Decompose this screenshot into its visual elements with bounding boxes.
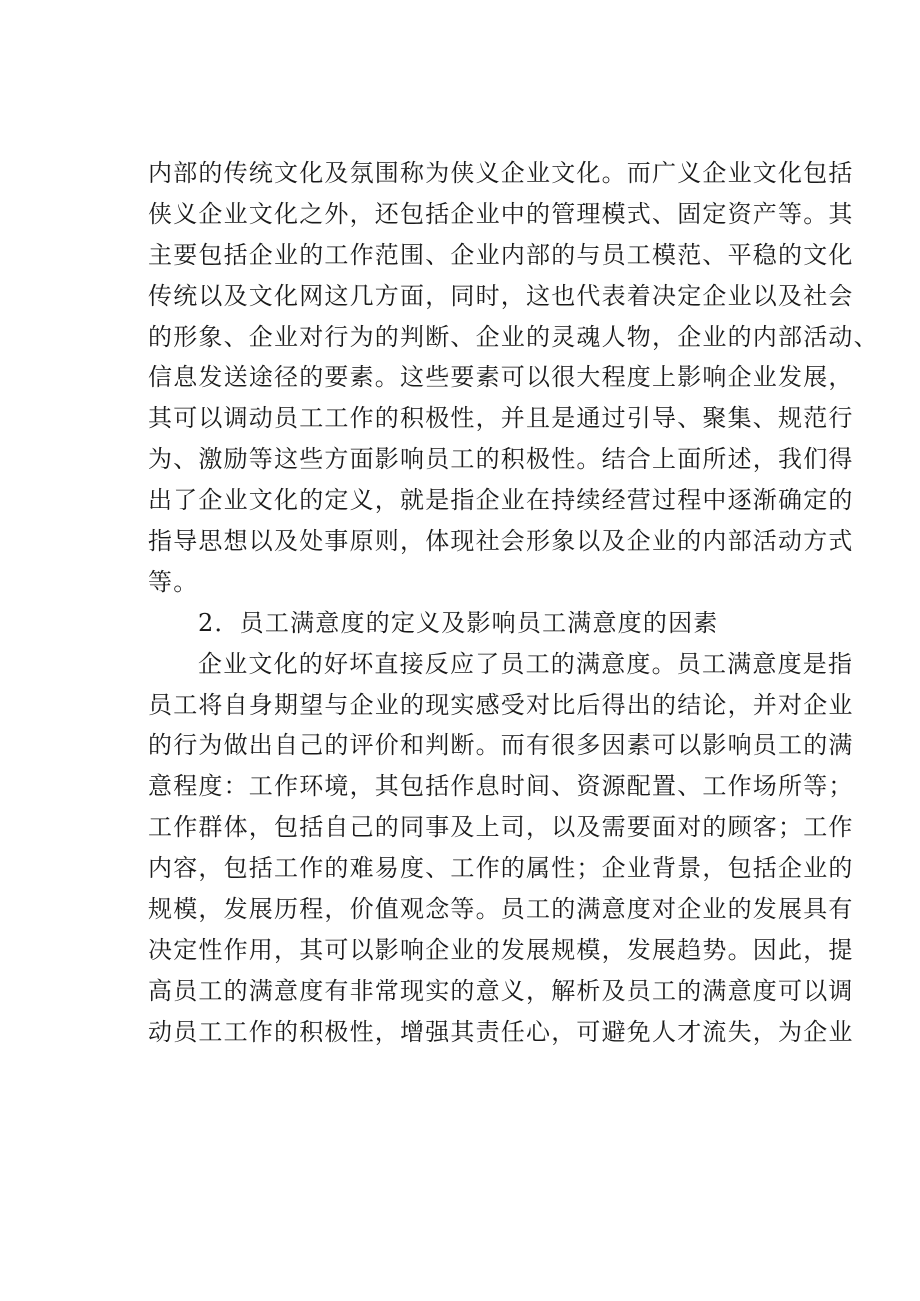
text-line: 指导思想以及处事原则，体现社会形象以及企业的内部活动方式 [148, 527, 854, 556]
text-line: 侠义企业文化之外，还包括企业中的管理模式、固定资产等。其 [148, 199, 854, 228]
text-line: 员工将自身期望与企业的现实感受对比后得出的结论，并对企业 [148, 690, 854, 719]
text-line: 其可以调动员工工作的积极性，并且是通过引导、聚集、规范行 [148, 404, 854, 433]
text-line: 出了企业文化的定义，就是指企业在持续经营过程中逐渐确定的 [148, 486, 854, 515]
text-line: 为、激励等这些方面影响员工的积极性。结合上面所述，我们得 [148, 445, 854, 474]
text-line: 的形象、企业对行为的判断、企业的灵魂人物，企业的内部活动、 [148, 322, 879, 351]
document-body [148, 153, 879, 1053]
text-line: 等。 [148, 567, 199, 596]
text-line: 的行为做出自己的评价和判断。而有很多因素可以影响员工的满 [148, 731, 854, 760]
text-line: 高员工的满意度有非常现实的意义，解析及员工的满意度可以调 [148, 976, 854, 1005]
paragraph-satisfaction [148, 644, 854, 1053]
text-line: 规模，发展历程，价值观念等。员工的满意度对企业的发展具有 [148, 895, 854, 924]
text-line: 企业文化的好坏直接反应了员工的满意度。员工满意度是指 [198, 649, 854, 678]
text-line: 内部的传统文化及氛围称为侠义企业文化。而广义企业文化包括 [148, 159, 854, 187]
text-line: 动员工工作的积极性，增强其责任心，可避免人才流失，为企业 [148, 1017, 854, 1046]
text-line: 主要包括企业的工作范围、企业内部的与员工模范、平稳的文化 [148, 240, 854, 269]
heading-text: 2．员工满意度的定义及影响员工满意度的因素 [198, 608, 719, 637]
section-heading [148, 603, 808, 644]
text-line: 信息发送途径的要素。这些要素可以很大程度上影响企业发展， [148, 363, 854, 392]
paragraph-corporate-culture [148, 153, 879, 603]
text-line: 传统以及文化网这几方面，同时，这也代表着决定企业以及社会 [148, 281, 854, 310]
text-line: 决定性作用，其可以影响企业的发展规模，发展趋势。因此，提 [148, 935, 854, 964]
text-line: 工作群体，包括自己的同事及上司，以及需要面对的顾客；工作 [148, 813, 854, 842]
text-line: 意程度：工作环境，其包括作息时间、资源配置、工作场所等； [148, 772, 854, 801]
text-line: 内容，包括工作的难易度、工作的属性；企业背景，包括企业的 [148, 854, 854, 883]
